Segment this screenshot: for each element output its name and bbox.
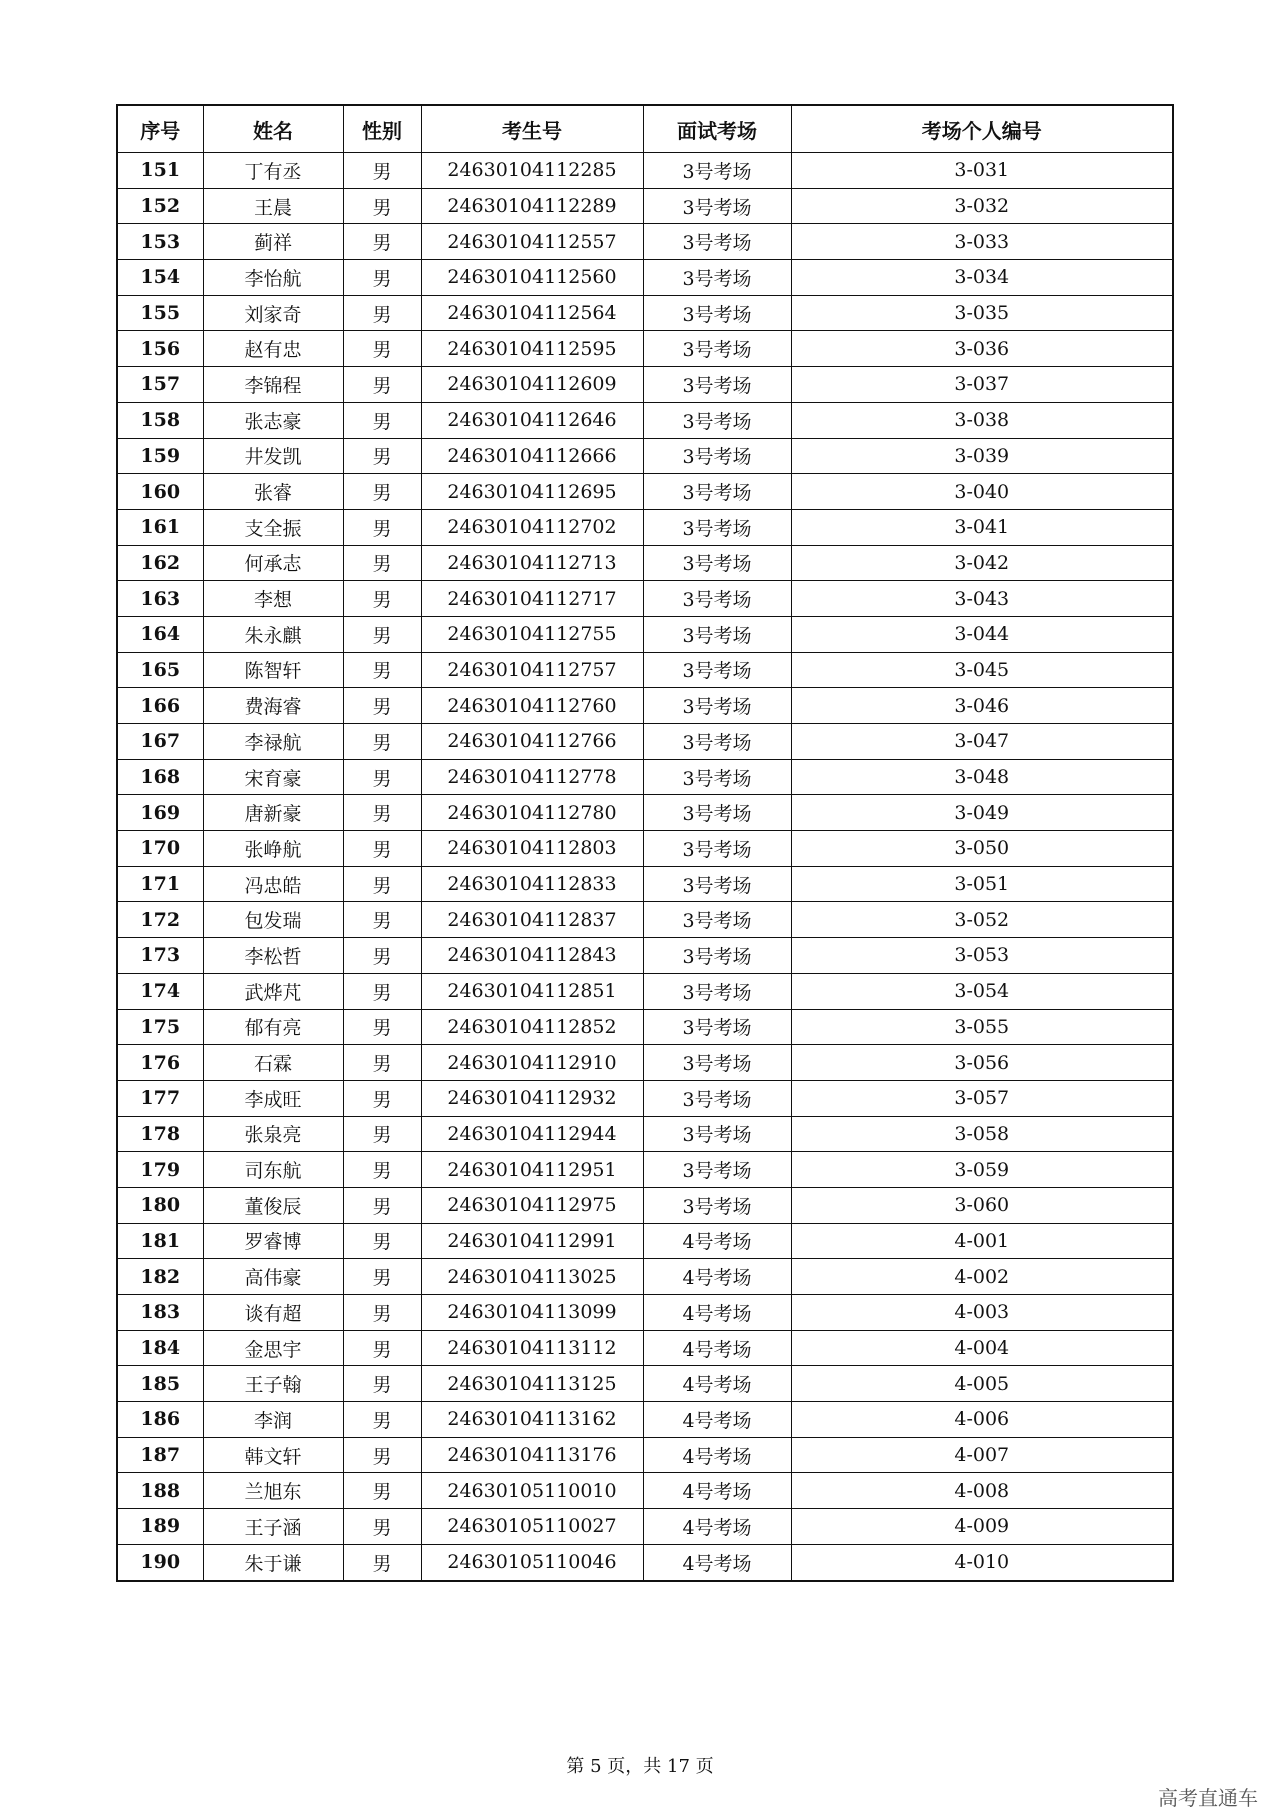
cell-seq: 185 (117, 1366, 203, 1402)
header-seq: 序号 (117, 105, 203, 153)
table-row (117, 1437, 1173, 1473)
cell-exam-number: 24630104112803 (421, 831, 643, 867)
cell-interview-room: 3号考场 (643, 1116, 791, 1152)
cell-interview-room: 4号考场 (643, 1509, 791, 1545)
table-row (117, 1259, 1173, 1295)
cell-room-personal-id: 4-009 (791, 1509, 1173, 1545)
table-row (117, 1009, 1173, 1045)
table-row (117, 831, 1173, 867)
cell-seq: 177 (117, 1080, 203, 1116)
cell-name: 丁有丞 (203, 153, 343, 189)
cell-room-personal-id: 4-004 (791, 1330, 1173, 1366)
cell-room-personal-id: 3-054 (791, 973, 1173, 1009)
cell-room-personal-id: 4-007 (791, 1437, 1173, 1473)
cell-seq: 180 (117, 1187, 203, 1223)
table-row (117, 1473, 1173, 1509)
cell-seq: 188 (117, 1473, 203, 1509)
cell-exam-number: 24630104113125 (421, 1366, 643, 1402)
cell-gender: 男 (343, 938, 421, 974)
table-row (117, 474, 1173, 510)
cell-gender: 男 (343, 1437, 421, 1473)
cell-interview-room: 3号考场 (643, 295, 791, 331)
cell-seq: 162 (117, 545, 203, 581)
cell-seq: 164 (117, 616, 203, 652)
cell-name: 董俊辰 (203, 1187, 343, 1223)
cell-seq: 175 (117, 1009, 203, 1045)
cell-room-personal-id: 3-046 (791, 688, 1173, 724)
table-row (117, 1509, 1173, 1545)
cell-interview-room: 3号考场 (643, 224, 791, 260)
cell-exam-number: 24630104112755 (421, 616, 643, 652)
cell-seq: 173 (117, 938, 203, 974)
cell-gender: 男 (343, 724, 421, 760)
watermark: 高考直通车 (1158, 1786, 1258, 1810)
table-row (117, 1295, 1173, 1331)
cell-room-personal-id: 3-043 (791, 581, 1173, 617)
table-row (117, 1223, 1173, 1259)
cell-seq: 151 (117, 153, 203, 189)
cell-name: 宋育豪 (203, 759, 343, 795)
cell-interview-room: 4号考场 (643, 1330, 791, 1366)
cell-seq: 153 (117, 224, 203, 260)
cell-name: 兰旭东 (203, 1473, 343, 1509)
cell-seq: 176 (117, 1045, 203, 1081)
cell-name: 李禄航 (203, 724, 343, 760)
cell-exam-number: 24630104112760 (421, 688, 643, 724)
cell-gender: 男 (343, 652, 421, 688)
cell-room-personal-id: 3-042 (791, 545, 1173, 581)
table-row (117, 153, 1173, 189)
cell-gender: 男 (343, 1295, 421, 1331)
cell-room-personal-id: 3-041 (791, 509, 1173, 545)
table-row (117, 759, 1173, 795)
cell-gender: 男 (343, 1330, 421, 1366)
cell-name: 李怡航 (203, 260, 343, 296)
cell-gender: 男 (343, 295, 421, 331)
table-body (117, 153, 1173, 1581)
candidate-table (116, 104, 1174, 1582)
cell-name: 何承志 (203, 545, 343, 581)
cell-interview-room: 4号考场 (643, 1437, 791, 1473)
cell-interview-room: 4号考场 (643, 1544, 791, 1580)
cell-interview-room: 4号考场 (643, 1473, 791, 1509)
cell-exam-number: 24630104112780 (421, 795, 643, 831)
cell-seq: 161 (117, 509, 203, 545)
cell-gender: 男 (343, 1187, 421, 1223)
cell-gender: 男 (343, 1009, 421, 1045)
cell-name: 井发凯 (203, 438, 343, 474)
cell-name: 张峥航 (203, 831, 343, 867)
cell-interview-room: 4号考场 (643, 1295, 791, 1331)
cell-name: 张志豪 (203, 402, 343, 438)
cell-room-personal-id: 3-035 (791, 295, 1173, 331)
cell-name: 支全振 (203, 509, 343, 545)
cell-name: 韩文轩 (203, 1437, 343, 1473)
cell-interview-room: 3号考场 (643, 545, 791, 581)
table-row (117, 545, 1173, 581)
cell-name: 武烨芃 (203, 973, 343, 1009)
cell-gender: 男 (343, 1152, 421, 1188)
cell-room-personal-id: 3-050 (791, 831, 1173, 867)
cell-room-personal-id: 3-049 (791, 795, 1173, 831)
cell-interview-room: 3号考场 (643, 724, 791, 760)
cell-name: 李成旺 (203, 1080, 343, 1116)
table-row (117, 260, 1173, 296)
cell-seq: 152 (117, 188, 203, 224)
cell-seq: 189 (117, 1509, 203, 1545)
table-row (117, 688, 1173, 724)
cell-room-personal-id: 3-044 (791, 616, 1173, 652)
cell-room-personal-id: 3-057 (791, 1080, 1173, 1116)
cell-exam-number: 24630104112557 (421, 224, 643, 260)
cell-name: 蓟祥 (203, 224, 343, 260)
cell-seq: 156 (117, 331, 203, 367)
cell-interview-room: 3号考场 (643, 866, 791, 902)
cell-interview-room: 3号考场 (643, 153, 791, 189)
cell-seq: 157 (117, 367, 203, 403)
cell-exam-number: 24630105110046 (421, 1544, 643, 1580)
cell-gender: 男 (343, 260, 421, 296)
cell-name: 张睿 (203, 474, 343, 510)
cell-seq: 160 (117, 474, 203, 510)
cell-exam-number: 24630104112932 (421, 1080, 643, 1116)
cell-exam-number: 24630104112910 (421, 1045, 643, 1081)
cell-gender: 男 (343, 866, 421, 902)
cell-exam-number: 24630104112837 (421, 902, 643, 938)
cell-gender: 男 (343, 153, 421, 189)
cell-seq: 155 (117, 295, 203, 331)
cell-name: 陈智轩 (203, 652, 343, 688)
cell-seq: 183 (117, 1295, 203, 1331)
cell-interview-room: 3号考场 (643, 938, 791, 974)
cell-interview-room: 3号考场 (643, 1045, 791, 1081)
cell-seq: 168 (117, 759, 203, 795)
cell-interview-room: 3号考场 (643, 1009, 791, 1045)
cell-gender: 男 (343, 1116, 421, 1152)
cell-room-personal-id: 3-034 (791, 260, 1173, 296)
cell-exam-number: 24630104112595 (421, 331, 643, 367)
cell-room-personal-id: 3-058 (791, 1116, 1173, 1152)
cell-seq: 179 (117, 1152, 203, 1188)
cell-interview-room: 3号考场 (643, 688, 791, 724)
cell-room-personal-id: 3-047 (791, 724, 1173, 760)
cell-interview-room: 3号考场 (643, 474, 791, 510)
table-row (117, 224, 1173, 260)
cell-room-personal-id: 3-032 (791, 188, 1173, 224)
cell-gender: 男 (343, 188, 421, 224)
cell-interview-room: 3号考场 (643, 260, 791, 296)
cell-exam-number: 24630104112833 (421, 866, 643, 902)
cell-name: 冯忠皓 (203, 866, 343, 902)
cell-exam-number: 24630104112289 (421, 188, 643, 224)
cell-room-personal-id: 3-060 (791, 1187, 1173, 1223)
cell-exam-number: 24630104112944 (421, 1116, 643, 1152)
cell-name: 罗睿博 (203, 1223, 343, 1259)
cell-gender: 男 (343, 545, 421, 581)
cell-gender: 男 (343, 1473, 421, 1509)
cell-exam-number: 24630104112766 (421, 724, 643, 760)
cell-interview-room: 3号考场 (643, 331, 791, 367)
cell-gender: 男 (343, 474, 421, 510)
cell-interview-room: 3号考场 (643, 831, 791, 867)
cell-gender: 男 (343, 1259, 421, 1295)
cell-name: 郁有亮 (203, 1009, 343, 1045)
cell-gender: 男 (343, 1544, 421, 1580)
cell-room-personal-id: 4-002 (791, 1259, 1173, 1295)
cell-gender: 男 (343, 831, 421, 867)
table-row (117, 973, 1173, 1009)
cell-name: 张泉亮 (203, 1116, 343, 1152)
cell-exam-number: 24630104112646 (421, 402, 643, 438)
table-row (117, 866, 1173, 902)
cell-seq: 190 (117, 1544, 203, 1580)
cell-interview-room: 3号考场 (643, 402, 791, 438)
cell-exam-number: 24630104113025 (421, 1259, 643, 1295)
cell-gender: 男 (343, 581, 421, 617)
cell-exam-number: 24630104112991 (421, 1223, 643, 1259)
table-row (117, 1045, 1173, 1081)
cell-seq: 169 (117, 795, 203, 831)
cell-name: 李锦程 (203, 367, 343, 403)
cell-seq: 165 (117, 652, 203, 688)
table-row (117, 902, 1173, 938)
cell-exam-number: 24630104113099 (421, 1295, 643, 1331)
cell-exam-number: 24630104113162 (421, 1402, 643, 1438)
cell-room-personal-id: 3-052 (791, 902, 1173, 938)
cell-exam-number: 24630104112852 (421, 1009, 643, 1045)
cell-gender: 男 (343, 509, 421, 545)
cell-seq: 167 (117, 724, 203, 760)
cell-gender: 男 (343, 402, 421, 438)
cell-room-personal-id: 4-005 (791, 1366, 1173, 1402)
header-room-personal-id: 考场个人编号 (791, 105, 1173, 153)
cell-room-personal-id: 4-006 (791, 1402, 1173, 1438)
cell-room-personal-id: 3-039 (791, 438, 1173, 474)
cell-room-personal-id: 3-051 (791, 866, 1173, 902)
cell-exam-number: 24630105110010 (421, 1473, 643, 1509)
cell-exam-number: 24630104112951 (421, 1152, 643, 1188)
cell-gender: 男 (343, 367, 421, 403)
cell-room-personal-id: 3-037 (791, 367, 1173, 403)
cell-seq: 172 (117, 902, 203, 938)
cell-room-personal-id: 3-040 (791, 474, 1173, 510)
cell-seq: 178 (117, 1116, 203, 1152)
cell-interview-room: 4号考场 (643, 1259, 791, 1295)
cell-exam-number: 24630104112713 (421, 545, 643, 581)
cell-seq: 166 (117, 688, 203, 724)
cell-gender: 男 (343, 224, 421, 260)
table-row (117, 616, 1173, 652)
cell-exam-number: 24630104112666 (421, 438, 643, 474)
cell-room-personal-id: 3-048 (791, 759, 1173, 795)
cell-interview-room: 3号考场 (643, 438, 791, 474)
cell-room-personal-id: 3-033 (791, 224, 1173, 260)
header-gender: 性别 (343, 105, 421, 153)
cell-name: 李润 (203, 1402, 343, 1438)
header-interview-room: 面试考场 (643, 105, 791, 153)
cell-interview-room: 3号考场 (643, 616, 791, 652)
table-row (117, 438, 1173, 474)
cell-name: 王子涵 (203, 1509, 343, 1545)
table-row (117, 402, 1173, 438)
cell-name: 唐新豪 (203, 795, 343, 831)
cell-gender: 男 (343, 1366, 421, 1402)
cell-seq: 158 (117, 402, 203, 438)
table-row (117, 509, 1173, 545)
table-row (117, 1366, 1173, 1402)
cell-gender: 男 (343, 1223, 421, 1259)
cell-interview-room: 4号考场 (643, 1366, 791, 1402)
cell-room-personal-id: 4-010 (791, 1544, 1173, 1580)
cell-exam-number: 24630104112285 (421, 153, 643, 189)
table-row (117, 331, 1173, 367)
cell-name: 刘家奇 (203, 295, 343, 331)
cell-seq: 182 (117, 1259, 203, 1295)
table-row (117, 188, 1173, 224)
header-exam-number: 考生号 (421, 105, 643, 153)
cell-interview-room: 3号考场 (643, 1187, 791, 1223)
cell-exam-number: 24630104113112 (421, 1330, 643, 1366)
cell-seq: 171 (117, 866, 203, 902)
table-header-row (117, 105, 1173, 153)
cell-name: 高伟豪 (203, 1259, 343, 1295)
cell-exam-number: 24630105110027 (421, 1509, 643, 1545)
table-row (117, 938, 1173, 974)
cell-name: 费海睿 (203, 688, 343, 724)
cell-exam-number: 24630104112778 (421, 759, 643, 795)
header-name: 姓名 (203, 105, 343, 153)
table-row (117, 652, 1173, 688)
cell-interview-room: 3号考场 (643, 795, 791, 831)
cell-seq: 159 (117, 438, 203, 474)
cell-exam-number: 24630104112975 (421, 1187, 643, 1223)
cell-exam-number: 24630104112702 (421, 509, 643, 545)
cell-exam-number: 24630104112757 (421, 652, 643, 688)
table-row (117, 1152, 1173, 1188)
table-row (117, 1080, 1173, 1116)
cell-room-personal-id: 3-053 (791, 938, 1173, 974)
cell-name: 包发瑞 (203, 902, 343, 938)
table-row (117, 1402, 1173, 1438)
cell-room-personal-id: 4-008 (791, 1473, 1173, 1509)
cell-interview-room: 3号考场 (643, 188, 791, 224)
cell-room-personal-id: 3-059 (791, 1152, 1173, 1188)
cell-interview-room: 3号考场 (643, 1080, 791, 1116)
cell-seq: 186 (117, 1402, 203, 1438)
cell-room-personal-id: 4-001 (791, 1223, 1173, 1259)
table-row (117, 1544, 1173, 1580)
cell-room-personal-id: 3-056 (791, 1045, 1173, 1081)
cell-name: 李想 (203, 581, 343, 617)
table-row (117, 295, 1173, 331)
cell-exam-number: 24630104112609 (421, 367, 643, 403)
cell-seq: 154 (117, 260, 203, 296)
cell-gender: 男 (343, 1080, 421, 1116)
cell-gender: 男 (343, 759, 421, 795)
cell-room-personal-id: 3-031 (791, 153, 1173, 189)
cell-exam-number: 24630104112564 (421, 295, 643, 331)
cell-gender: 男 (343, 1402, 421, 1438)
cell-room-personal-id: 3-038 (791, 402, 1173, 438)
cell-seq: 187 (117, 1437, 203, 1473)
cell-name: 李松哲 (203, 938, 343, 974)
cell-exam-number: 24630104112717 (421, 581, 643, 617)
cell-exam-number: 24630104112695 (421, 474, 643, 510)
cell-seq: 170 (117, 831, 203, 867)
cell-interview-room: 3号考场 (643, 759, 791, 795)
cell-room-personal-id: 3-055 (791, 1009, 1173, 1045)
cell-gender: 男 (343, 688, 421, 724)
cell-seq: 184 (117, 1330, 203, 1366)
table-row (117, 795, 1173, 831)
cell-interview-room: 3号考场 (643, 581, 791, 617)
page-footer: 第 5 页，共 17 页 (566, 1756, 714, 1777)
cell-exam-number: 24630104113176 (421, 1437, 643, 1473)
table-row (117, 1187, 1173, 1223)
cell-name: 朱永麒 (203, 616, 343, 652)
table-row (117, 724, 1173, 760)
cell-name: 朱于谦 (203, 1544, 343, 1580)
cell-room-personal-id: 3-045 (791, 652, 1173, 688)
table-row (117, 1330, 1173, 1366)
cell-interview-room: 3号考场 (643, 652, 791, 688)
cell-name: 王子翰 (203, 1366, 343, 1402)
cell-seq: 181 (117, 1223, 203, 1259)
cell-interview-room: 3号考场 (643, 367, 791, 403)
cell-exam-number: 24630104112843 (421, 938, 643, 974)
cell-gender: 男 (343, 902, 421, 938)
cell-name: 石霖 (203, 1045, 343, 1081)
cell-gender: 男 (343, 438, 421, 474)
table-row (117, 1116, 1173, 1152)
cell-gender: 男 (343, 616, 421, 652)
cell-interview-room: 4号考场 (643, 1223, 791, 1259)
cell-exam-number: 24630104112851 (421, 973, 643, 1009)
cell-name: 谈有超 (203, 1295, 343, 1331)
cell-gender: 男 (343, 1509, 421, 1545)
cell-interview-room: 3号考场 (643, 509, 791, 545)
cell-seq: 174 (117, 973, 203, 1009)
cell-room-personal-id: 3-036 (791, 331, 1173, 367)
table-row (117, 581, 1173, 617)
cell-name: 司东航 (203, 1152, 343, 1188)
cell-interview-room: 3号考场 (643, 973, 791, 1009)
table-row (117, 367, 1173, 403)
cell-interview-room: 4号考场 (643, 1402, 791, 1438)
cell-gender: 男 (343, 331, 421, 367)
cell-seq: 163 (117, 581, 203, 617)
cell-name: 金思宇 (203, 1330, 343, 1366)
cell-name: 赵有忠 (203, 331, 343, 367)
cell-interview-room: 3号考场 (643, 902, 791, 938)
cell-interview-room: 3号考场 (643, 1152, 791, 1188)
cell-room-personal-id: 4-003 (791, 1295, 1173, 1331)
cell-gender: 男 (343, 973, 421, 1009)
cell-exam-number: 24630104112560 (421, 260, 643, 296)
cell-gender: 男 (343, 795, 421, 831)
cell-gender: 男 (343, 1045, 421, 1081)
cell-name: 王晨 (203, 188, 343, 224)
